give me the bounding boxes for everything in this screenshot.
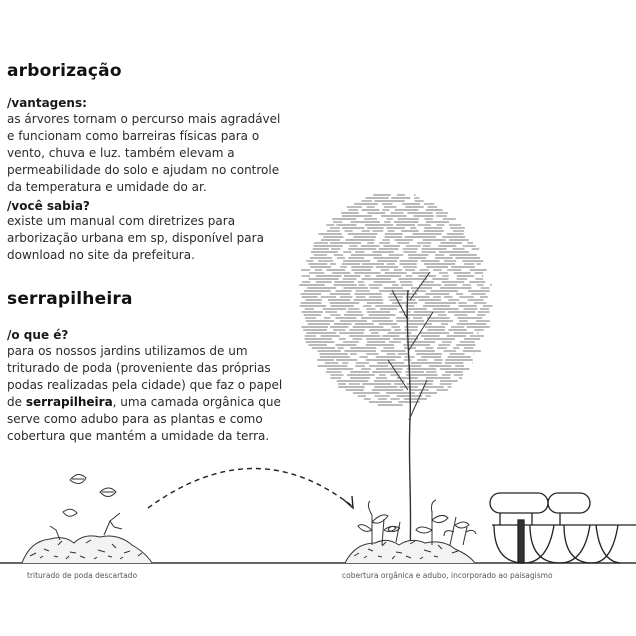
serrapilheira-line: podas realizadas pela cidade) que faz o papel — [7, 378, 283, 392]
leaf-icon — [100, 488, 116, 497]
serrapilheira-title: serrapilheira — [7, 289, 133, 309]
vantagens-line: permeabilidade do solo e ajudam no controle — [7, 163, 280, 177]
caption-left: triturado de poda descartado — [27, 571, 138, 580]
planter-benches — [490, 493, 636, 563]
tree — [299, 195, 492, 555]
vantagens-label: /vantagens: — [7, 96, 87, 110]
o-que-e-label: /o que é? — [7, 328, 69, 342]
vantagens-line: e funcionam como barreiras físicas para o — [7, 129, 260, 143]
voce-sabia-label: /você sabia? — [7, 199, 90, 213]
voce-sabia-line: arborização urbana em sp, disponível para — [7, 231, 264, 245]
mulch-pile-right — [345, 540, 475, 563]
serrapilheira-emphasis: serrapilheira — [25, 395, 113, 409]
serrapilheira-line: para os nossos jardins utilizamos de um — [7, 344, 248, 358]
voce-sabia-line: existe um manual com diretrizes para — [7, 214, 236, 228]
arborizacao-title: arborização — [7, 61, 122, 81]
line-prefix: de — [7, 395, 26, 409]
caption-right: cobertura orgânica e adubo, incorporado ao paisagismo — [342, 571, 553, 580]
tree-canopy — [299, 195, 492, 405]
serrapilheira-line: triturado de poda (proveniente das próprias — [7, 361, 271, 375]
dashed-arrow — [148, 468, 352, 508]
vantagens-line: da temperatura e umidade do ar. — [7, 180, 207, 194]
vantagens-line: as árvores tornam o percurso mais agradável — [7, 112, 281, 126]
seedlings — [358, 500, 476, 545]
leaf-icon — [70, 474, 86, 483]
leaf-icon — [63, 509, 77, 516]
voce-sabia-line: download no site da prefeitura. — [7, 248, 195, 262]
line-suffix: , uma camada orgânica que — [112, 395, 281, 409]
arrow-head-icon — [344, 496, 353, 508]
serrapilheira-line: cobertura que mantém a umidade da terra. — [7, 429, 270, 443]
vantagens-line: vento, chuva e luz. também elevam a — [7, 146, 235, 160]
serrapilheira-line: serve como adubo para as plantas e como — [7, 412, 263, 426]
mulch-pile-left — [22, 513, 152, 563]
